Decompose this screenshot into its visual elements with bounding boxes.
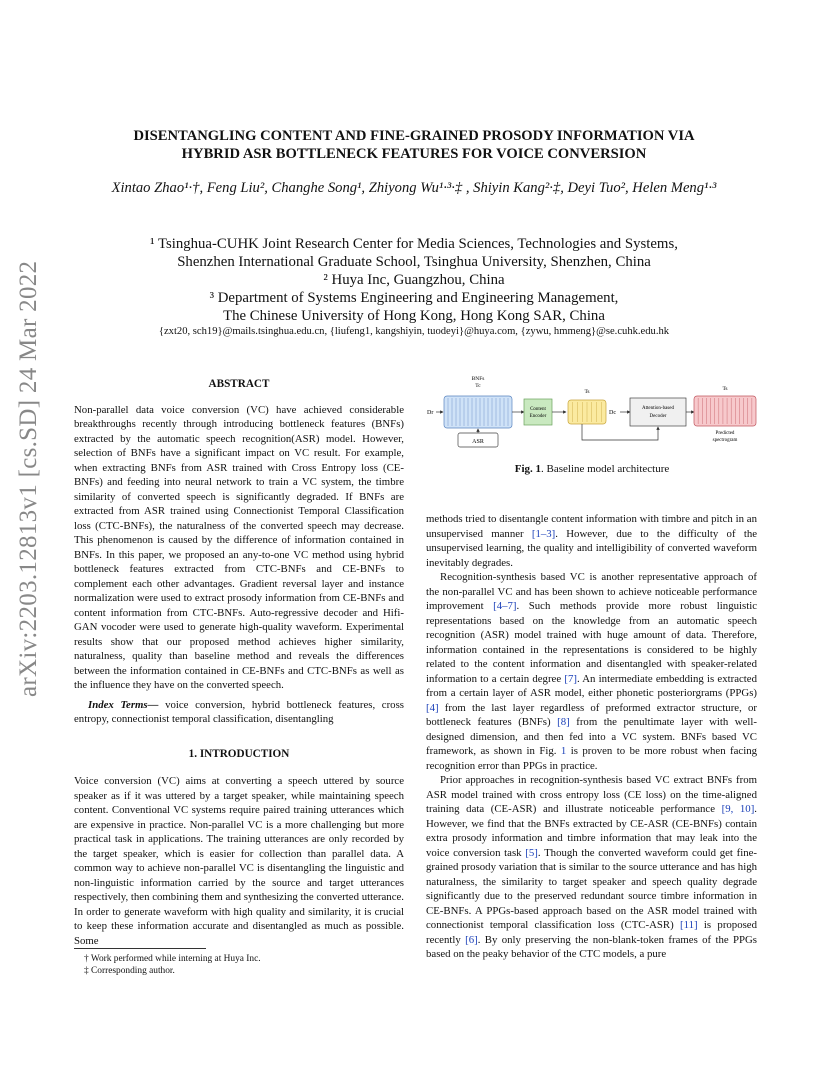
footnote-2: ‡ Corresponding author.: [84, 966, 175, 976]
content-encoder-label-2: Encoder: [529, 414, 547, 419]
affiliation-1-cont: Shenzhen International Graduate School, Tsinghua University, Shenzhen, China: [177, 254, 651, 270]
figure-link[interactable]: 1: [560, 745, 567, 757]
bnfs-label: BNFs: [471, 376, 485, 382]
predicted-label-1: Predicted: [715, 431, 735, 436]
citation-link[interactable]: [8]: [557, 716, 570, 728]
dr-label: Dr: [427, 410, 434, 416]
citation-link[interactable]: [1–3]: [531, 527, 556, 540]
arrow-speaker-path: [582, 424, 658, 440]
ts-label: Ts: [584, 389, 590, 395]
citation-link[interactable]: [7]: [564, 672, 577, 685]
index-terms-label: Index Terms—: [88, 698, 159, 711]
introduction-text: Voice conversion (VC) aims at converting a speech uttered by source speaker as if it was uttered by a target speaker, while maintaining speech content. Conventional VC systems require paired training utterances which are expensive in practice. Non-parallel VC is a more challenging but more practical task in applications. The training utterances are only recorded by the target speaker, which is easier for collection than parallel data. A common way to achieve non-parallel VC is disentangling the linguistic and non-linguistic information carried by the source and target utterances respectively, then combining them and synthesizing the converted utterance. In order to generate waveform with high quality and similarity, it is crucial to keep these information accurate and disentangled as much as possible. Some: [74, 775, 404, 947]
predicted-label-2: spectrogram: [712, 438, 738, 443]
ts-output-label: Ts: [722, 386, 728, 392]
affiliation-3-cont: The Chinese University of Hong Kong, Hong Kong SAR, China: [223, 308, 605, 324]
citation-link[interactable]: [6]: [465, 933, 478, 946]
bnfs-block: [444, 396, 512, 428]
title-line-2: HYBRID ASR BOTTLENECK FEATURES FOR VOICE CONVERSION: [181, 146, 647, 162]
decoder-label-1: Attention-based: [642, 406, 674, 411]
affiliation-2: ² Huya Inc, Guangzhou, China: [323, 272, 505, 288]
attention-decoder-box: [630, 398, 686, 426]
citation-link[interactable]: [4–7]: [493, 600, 517, 612]
footnote-rule: [74, 948, 206, 949]
author-emails: {zxt20, sch19}@mails.tsinghua.edu.cn, {liufeng1, kangshiyin, tuodeyi}@huya.com, {zywu, hmmeng}@se.cuhk.edu.hk: [158, 326, 670, 337]
abstract-text: Non-parallel data voice conversion (VC) have achieved considerable breakthroughs recently through introducing bottleneck features (BNFs) extracted by the automatic speech recognition(ASR) model. However, selection of BNFs have a significant impact on VC result. For example, when extracting BNFs from ASR trained with Cross Entropy loss (CE-BNFs) and feeding into neural network to train a VC system, the timbre similarity of converted speech is significantly degraded. If BNFs are extracted from ASR trained using Connectionist Temporal Classification loss (CTC-BNFs), the naturalness of the converted speech may decrease. This phenomenon is caused by the difference of information contained in BNFs. In this paper, we proposed an any-to-one VC method using hybrid bottleneck features extracted from CTC-BNFs and CE-BNFs to complement each other advantages. Gradient reversal layer and instance normalization were used to extract prosody information from CE-BNFs and content information from CTC-BNFs. Auto-regressive decoder and Hifi-GAN vocoder were used to generate high-quality waveform. Experimental results show that our proposed method achieves higher similarity, naturalness, quality than baseline method and reveals the differences between the information contained in CE-BNFs and CTC-BNFs as well as the influence they have on the converted speech.: [74, 403, 404, 691]
tc-label: Tc: [475, 383, 481, 389]
abstract-heading: ABSTRACT: [208, 378, 270, 390]
baseline-architecture-figure: [426, 372, 758, 450]
title-line-1: DISENTANGLING CONTENT AND FINE-GRAINED PROSODY INFORMATION VIA: [133, 128, 695, 144]
right-paragraph-2: Recognition-synthesis based VC is another representative approach of the non-parallel VC and has been shown to achieve noticeable performance improvement [4–7]. Such methods provide more robust linguistic representations based on the knowledge from an automatic speech recognition (ASR) model trained with huge amount of data. Therefore, information contained in the representations is considered to be highly related to the content information and disentangled with speaker-related information to a certain degree [7]. An intermediate embedding is extracted from a certain layer of ASR model, either phonetic posteriorgrams (PPGs) [4] from the last layer regardless of preformed extractor structure, or bottleneck features (BNFs) [8] from the penultimate layer with well-designed dimension, and then fed into a VC system. BNFs based VC framework, as shown in Fig. 1 is proven to be more robust when facing recognition error than PPGs in practice.: [426, 571, 758, 772]
citation-link[interactable]: [9, 10]: [721, 803, 755, 815]
author-list: Xintao Zhao¹·†, Feng Liu², Changhe Song¹, Zhiyong Wu¹·³·‡ , Shiyin Kang²·‡, Deyi Tuo², Helen Meng¹·³: [111, 180, 717, 196]
figure-caption: [426, 463, 758, 475]
index-terms-text: voice conversion, hybrid bottleneck features, cross entropy, connectionist temporal classification, disentangling: [74, 698, 404, 725]
predicted-spectrogram-block: [694, 396, 756, 426]
encoded-features-block: [568, 400, 606, 424]
right-paragraph-3: Prior approaches in recognition-synthesis based VC extract BNFs from ASR model trained with cross entropy loss (CE loss) on the time-aligned training data (CE-ASR) and illustrate noticeable performance [9, 10]. However, we find that the BNFs extracted by CE-ASR (CE-BNFs) contain extra prosody information and timbre information that may leak into the voice conversion task [5]. Though the converted waveform could get fine-grained prosody variation that is similar to the source utterance and has high naturalness, the similarity to target speaker and speech quality degrade significantly due to the preserved redundant source timbre information in CE-BNFs. A PPGs-based approach based on the ASR model trained with connectionist temporal classification loss (CTC-ASR) [11] is proposed recently [6]. By only preserving the non-blank-token frames of the PPGs based on the peaky behavior of the CTC models, a pure: [426, 774, 758, 960]
decoder-label-2: Decoder: [649, 414, 667, 419]
content-encoder-label-1: Content: [530, 407, 546, 412]
left-column: [74, 377, 404, 948]
right-paragraph-1: methods tried to disentangle content information with timbre and pitch in an unsupervised manner [1–3]. However, due to the difficulty of the unsupervised learning, the quality and intelligibility of converted waveform inevitably degrades.: [426, 513, 758, 569]
arxiv-stamp: arXiv:2203.12813v1 [cs.SD] 24 Mar 2022: [15, 260, 42, 697]
dc-label: Dc: [609, 410, 616, 416]
citation-link[interactable]: [11]: [680, 919, 698, 931]
affiliation-3: ³ Department of Systems Engineering and Engineering Management,: [209, 290, 619, 306]
citation-link[interactable]: [4]: [426, 701, 439, 714]
right-column: [426, 512, 757, 962]
citation-link[interactable]: [5]: [525, 846, 538, 859]
introduction-heading: 1. INTRODUCTION: [188, 747, 290, 760]
asr-label: ASR: [472, 439, 484, 445]
affiliation-1: ¹ Tsinghua-CUHK Joint Research Center for Media Sciences, Technologies and Systems,: [150, 236, 678, 252]
footnote-1: † Work performed while interning at Huya Inc.: [84, 954, 261, 964]
asr-box: [458, 433, 498, 447]
figure-caption-text: . Baseline model architecture: [541, 463, 670, 475]
content-encoder-box: [524, 399, 552, 425]
figure-caption-label: Fig. 1: [514, 463, 541, 475]
index-terms: [74, 698, 404, 727]
paper-title: [60, 127, 768, 163]
